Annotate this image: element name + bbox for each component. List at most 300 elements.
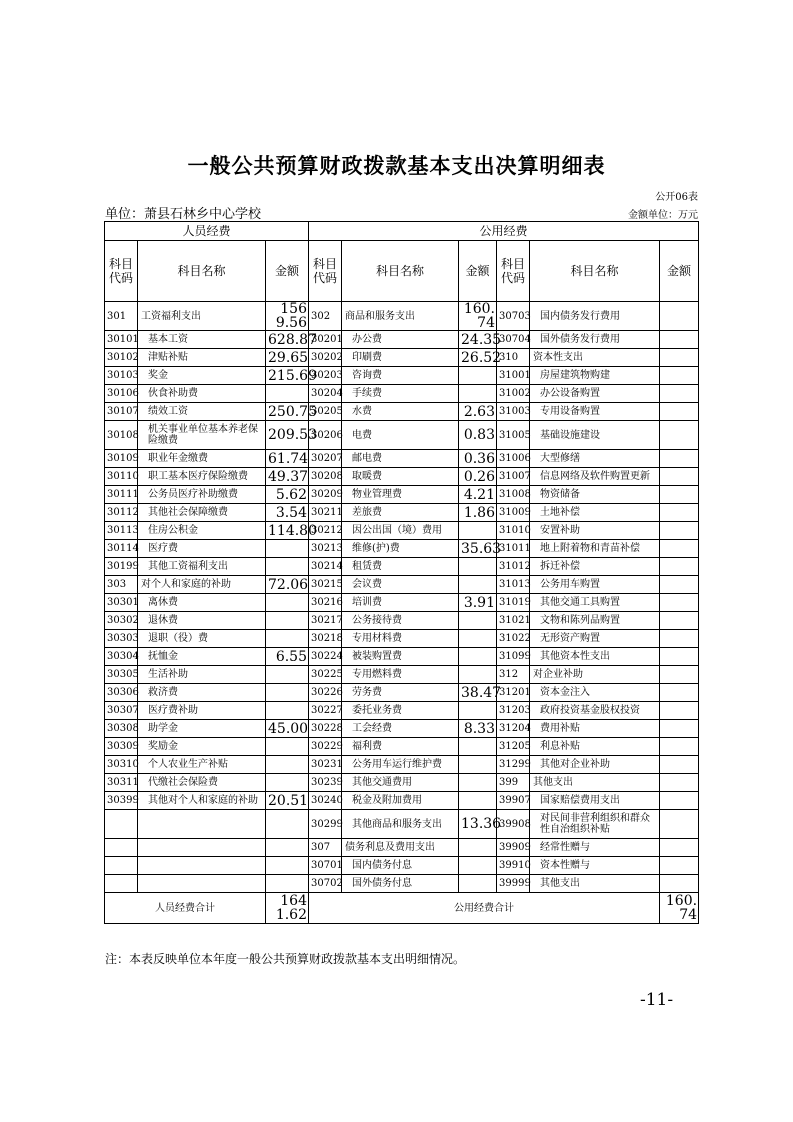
subject-name-cell: 手续费 bbox=[342, 385, 459, 403]
subject-name-cell: 国内债务付息 bbox=[342, 857, 459, 875]
subject-name-cell: 租赁费 bbox=[342, 558, 459, 576]
subject-name-cell: 基本工资 bbox=[138, 331, 266, 349]
amount-cell bbox=[459, 522, 497, 540]
amount-cell: 29.65 bbox=[266, 349, 309, 367]
subject-code-cell: 30213 bbox=[309, 540, 342, 558]
subject-name-cell: 奖励金 bbox=[138, 738, 266, 756]
subject-name-cell: 其他对个人和家庭的补助 bbox=[138, 792, 266, 810]
subject-code-cell: 30310 bbox=[105, 756, 138, 774]
personnel-total-label: 人员经费合计 bbox=[105, 893, 266, 924]
subject-name-cell: 其他社会保障缴费 bbox=[138, 504, 266, 522]
subject-name-cell: 医疗费补助 bbox=[138, 702, 266, 720]
amount-cell bbox=[660, 331, 699, 349]
subject-code-cell: 30309 bbox=[105, 738, 138, 756]
amount-cell bbox=[660, 810, 699, 839]
amount-header: 金额 bbox=[660, 241, 699, 302]
subject-code-cell: 31022 bbox=[497, 630, 530, 648]
subject-name-cell: 经常性赠与 bbox=[530, 839, 660, 857]
subject-code-cell: 30304 bbox=[105, 648, 138, 666]
subject-code-cell: 30308 bbox=[105, 720, 138, 738]
amount-cell: 0.83 bbox=[459, 421, 497, 450]
subject-name-cell: 维修(护)费 bbox=[342, 540, 459, 558]
table-row bbox=[105, 738, 699, 756]
table-row bbox=[105, 666, 699, 684]
subject-name-cell: 房屋建筑物购建 bbox=[530, 367, 660, 385]
name-header: 科目名称 bbox=[530, 241, 660, 302]
table-row bbox=[105, 720, 699, 738]
amount-cell bbox=[660, 450, 699, 468]
table-row bbox=[105, 792, 699, 810]
subject-code-cell: 30240 bbox=[309, 792, 342, 810]
amount-cell bbox=[266, 630, 309, 648]
table-row bbox=[105, 367, 699, 385]
subject-code-cell: 30211 bbox=[309, 504, 342, 522]
subject-name-cell: 委托业务费 bbox=[342, 702, 459, 720]
subject-code-cell: 30113 bbox=[105, 522, 138, 540]
public-group-header: 公用经费 bbox=[309, 222, 699, 241]
subject-code-cell: 30701 bbox=[309, 857, 342, 875]
amount-cell: 72.06 bbox=[266, 576, 309, 594]
public-total-label: 公用经费合计 bbox=[309, 893, 660, 924]
subject-code-cell: 30110 bbox=[105, 468, 138, 486]
subject-code-cell: 30111 bbox=[105, 486, 138, 504]
subject-code-cell: 31019 bbox=[497, 594, 530, 612]
subject-code-cell: 30112 bbox=[105, 504, 138, 522]
subject-name-cell: 其他交通费用 bbox=[342, 774, 459, 792]
code-header: 科目代码 bbox=[105, 241, 138, 302]
subject-code-cell: 30204 bbox=[309, 385, 342, 403]
amount-cell bbox=[266, 612, 309, 630]
amount-cell: 215.69 bbox=[266, 367, 309, 385]
subject-code-cell: 31002 bbox=[497, 385, 530, 403]
table-row bbox=[105, 540, 699, 558]
amount-cell bbox=[459, 756, 497, 774]
amount-cell bbox=[660, 486, 699, 504]
table-row bbox=[105, 594, 699, 612]
subject-name-cell: 公务接待费 bbox=[342, 612, 459, 630]
subject-code-cell: 30229 bbox=[309, 738, 342, 756]
amount-cell bbox=[660, 648, 699, 666]
amount-unit-label: 金额单位：万元 bbox=[628, 210, 698, 221]
table-row bbox=[105, 857, 699, 875]
subject-name-cell: 债务利息及费用支出 bbox=[342, 839, 459, 857]
subject-code-cell: 30311 bbox=[105, 774, 138, 792]
subject-name-cell: 文物和陈列品购置 bbox=[530, 612, 660, 630]
subject-code-cell: 30209 bbox=[309, 486, 342, 504]
subject-code-cell: 30199 bbox=[105, 558, 138, 576]
amount-cell bbox=[266, 594, 309, 612]
amount-cell: 209.53 bbox=[266, 421, 309, 450]
table-row bbox=[105, 756, 699, 774]
amount-cell bbox=[660, 302, 699, 331]
subject-name-cell: 退职（役）费 bbox=[138, 630, 266, 648]
subject-name-cell: 土地补偿 bbox=[530, 504, 660, 522]
subject-code-cell: 31006 bbox=[497, 450, 530, 468]
amount-cell: 45.00 bbox=[266, 720, 309, 738]
amount-cell bbox=[266, 774, 309, 792]
table-row bbox=[105, 839, 699, 857]
subject-code-cell: 30212 bbox=[309, 522, 342, 540]
amount-cell bbox=[459, 839, 497, 857]
subject-code-cell: 31008 bbox=[497, 486, 530, 504]
amount-cell bbox=[660, 594, 699, 612]
amount-cell bbox=[459, 630, 497, 648]
table-row bbox=[105, 576, 699, 594]
table-row bbox=[105, 684, 699, 702]
subject-name-cell: 资本金注入 bbox=[530, 684, 660, 702]
subject-code-cell: 30107 bbox=[105, 403, 138, 421]
subject-code-cell: 31013 bbox=[497, 576, 530, 594]
amount-cell bbox=[660, 349, 699, 367]
subject-code-cell: 39999 bbox=[497, 875, 530, 893]
subject-code-cell: 31005 bbox=[497, 421, 530, 450]
subject-name-cell: 福利费 bbox=[342, 738, 459, 756]
table-row bbox=[105, 504, 699, 522]
amount-cell bbox=[459, 792, 497, 810]
subject-code-cell: 31001 bbox=[497, 367, 530, 385]
subject-name-cell: 资本性赠与 bbox=[530, 857, 660, 875]
subject-name-cell: 国内债务发行费用 bbox=[530, 302, 660, 331]
table-row bbox=[105, 302, 699, 331]
subject-name-cell: 职工基本医疗保险缴费 bbox=[138, 468, 266, 486]
subject-name-cell: 咨询费 bbox=[342, 367, 459, 385]
subject-name-cell: 培训费 bbox=[342, 594, 459, 612]
subject-name-cell bbox=[138, 839, 266, 857]
subject-name-cell: 绩效工资 bbox=[138, 403, 266, 421]
amount-cell bbox=[266, 558, 309, 576]
amount-cell bbox=[660, 875, 699, 893]
amount-cell bbox=[459, 857, 497, 875]
subject-code-cell: 31203 bbox=[497, 702, 530, 720]
subject-name-cell: 国家赔偿费用支出 bbox=[530, 792, 660, 810]
amount-cell: 3.54 bbox=[266, 504, 309, 522]
amount-cell bbox=[459, 774, 497, 792]
subject-name-cell: 物资储备 bbox=[530, 486, 660, 504]
amount-cell bbox=[660, 522, 699, 540]
subject-name-cell: 因公出国（境）费用 bbox=[342, 522, 459, 540]
subject-name-cell: 资本性支出 bbox=[530, 349, 660, 367]
subject-name-cell: 地上附着物和青苗补偿 bbox=[530, 540, 660, 558]
amount-header: 金额 bbox=[459, 241, 497, 302]
subject-name-cell: 对企业补助 bbox=[530, 666, 660, 684]
subject-code-cell: 31003 bbox=[497, 403, 530, 421]
subject-code-cell: 312 bbox=[497, 666, 530, 684]
subject-name-cell: 劳务费 bbox=[342, 684, 459, 702]
table-row bbox=[105, 468, 699, 486]
amount-cell: 4.21 bbox=[459, 486, 497, 504]
amount-cell bbox=[660, 774, 699, 792]
subject-name-cell: 拆迁补偿 bbox=[530, 558, 660, 576]
subject-code-cell: 30703 bbox=[497, 302, 530, 331]
subject-code-cell: 39908 bbox=[497, 810, 530, 839]
subject-code-cell: 310 bbox=[497, 349, 530, 367]
personnel-total-value: 1641.62 bbox=[266, 893, 309, 924]
subject-code-cell: 30302 bbox=[105, 612, 138, 630]
subject-name-cell: 国外债务付息 bbox=[342, 875, 459, 893]
subject-name-cell: 对个人和家庭的补助 bbox=[138, 576, 266, 594]
code-header: 科目代码 bbox=[309, 241, 342, 302]
table-row bbox=[105, 612, 699, 630]
unit-label: 单位：萧县石林乡中心学校 bbox=[105, 207, 262, 222]
subject-code-cell: 30103 bbox=[105, 367, 138, 385]
subject-code-cell: 30399 bbox=[105, 792, 138, 810]
subject-code-cell: 31012 bbox=[497, 558, 530, 576]
subject-name-cell: 国外债务发行费用 bbox=[530, 331, 660, 349]
subject-code-cell: 307 bbox=[309, 839, 342, 857]
subject-code-cell: 30114 bbox=[105, 540, 138, 558]
subject-code-cell: 30214 bbox=[309, 558, 342, 576]
subject-name-cell bbox=[138, 857, 266, 875]
amount-cell bbox=[459, 648, 497, 666]
amount-cell bbox=[660, 576, 699, 594]
subject-code-cell: 31009 bbox=[497, 504, 530, 522]
amount-cell bbox=[266, 756, 309, 774]
amount-cell bbox=[660, 756, 699, 774]
amount-cell: 8.33 bbox=[459, 720, 497, 738]
amount-cell: 49.37 bbox=[266, 468, 309, 486]
amount-cell bbox=[459, 612, 497, 630]
subject-code-cell: 30208 bbox=[309, 468, 342, 486]
amount-cell: 5.62 bbox=[266, 486, 309, 504]
amount-cell bbox=[266, 666, 309, 684]
form-number: 公开06表 bbox=[655, 192, 698, 203]
subject-name-cell: 办公费 bbox=[342, 331, 459, 349]
subject-name-cell: 被装购置费 bbox=[342, 648, 459, 666]
subject-name-cell: 对民间非营利组织和群众性自治组织补贴 bbox=[530, 810, 660, 839]
subject-name-cell: 个人农业生产补贴 bbox=[138, 756, 266, 774]
amount-cell: 250.75 bbox=[266, 403, 309, 421]
amount-cell: 0.36 bbox=[459, 450, 497, 468]
amount-cell: 1569.56 bbox=[266, 302, 309, 331]
subject-code-cell: 30306 bbox=[105, 684, 138, 702]
amount-cell bbox=[459, 666, 497, 684]
amount-cell bbox=[660, 630, 699, 648]
amount-cell bbox=[660, 839, 699, 857]
table-row bbox=[105, 522, 699, 540]
table-row bbox=[105, 810, 699, 839]
subject-name-cell: 公务用车运行维护费 bbox=[342, 756, 459, 774]
subject-name-cell: 其他支出 bbox=[530, 875, 660, 893]
table-row bbox=[105, 385, 699, 403]
subject-code-cell: 39907 bbox=[497, 792, 530, 810]
subject-name-cell: 离休费 bbox=[138, 594, 266, 612]
amount-cell bbox=[266, 540, 309, 558]
table-row bbox=[105, 349, 699, 367]
subject-code-cell: 301 bbox=[105, 302, 138, 331]
subject-name-cell: 税金及附加费用 bbox=[342, 792, 459, 810]
subject-code-cell: 30203 bbox=[309, 367, 342, 385]
subject-code-cell: 30702 bbox=[309, 875, 342, 893]
subject-name-cell: 其他交通工具购置 bbox=[530, 594, 660, 612]
subject-code-cell: 399 bbox=[497, 774, 530, 792]
subject-name-cell: 退休费 bbox=[138, 612, 266, 630]
subject-code-cell bbox=[105, 810, 138, 839]
subject-code-cell: 30102 bbox=[105, 349, 138, 367]
subject-code-cell: 30301 bbox=[105, 594, 138, 612]
subject-code-cell: 39910 bbox=[497, 857, 530, 875]
subject-name-cell: 救济费 bbox=[138, 684, 266, 702]
subject-name-cell: 工资福利支出 bbox=[138, 302, 266, 331]
amount-cell: 0.26 bbox=[459, 468, 497, 486]
subject-name-cell: 物业管理费 bbox=[342, 486, 459, 504]
subject-code-cell: 31205 bbox=[497, 738, 530, 756]
subject-code-cell: 30201 bbox=[309, 331, 342, 349]
amount-cell bbox=[459, 576, 497, 594]
amount-cell bbox=[660, 702, 699, 720]
name-header: 科目名称 bbox=[138, 241, 266, 302]
amount-cell: 160.74 bbox=[459, 302, 497, 331]
subject-name-cell bbox=[138, 810, 266, 839]
subject-name-cell: 机关事业单位基本养老保险缴费 bbox=[138, 421, 266, 450]
amount-cell bbox=[266, 875, 309, 893]
amount-cell bbox=[660, 857, 699, 875]
amount-cell bbox=[266, 839, 309, 857]
subject-name-cell: 其他资本性支出 bbox=[530, 648, 660, 666]
page-number: -11- bbox=[640, 990, 674, 1010]
amount-cell bbox=[660, 738, 699, 756]
amount-cell bbox=[266, 385, 309, 403]
personnel-group-header: 人员经费 bbox=[105, 222, 309, 241]
amount-cell bbox=[660, 684, 699, 702]
subject-name-cell: 取暖费 bbox=[342, 468, 459, 486]
subject-code-cell: 30108 bbox=[105, 421, 138, 450]
subject-name-cell: 抚恤金 bbox=[138, 648, 266, 666]
subject-name-cell: 住房公积金 bbox=[138, 522, 266, 540]
subject-name-cell: 无形资产购置 bbox=[530, 630, 660, 648]
subject-code-cell: 30305 bbox=[105, 666, 138, 684]
subject-name-cell: 医疗费 bbox=[138, 540, 266, 558]
subject-name-cell bbox=[138, 875, 266, 893]
amount-cell: 2.63 bbox=[459, 403, 497, 421]
table-row bbox=[105, 486, 699, 504]
subject-name-cell: 生活补助 bbox=[138, 666, 266, 684]
amount-cell: 628.87 bbox=[266, 331, 309, 349]
subject-code-cell: 30207 bbox=[309, 450, 342, 468]
subject-code-cell bbox=[105, 839, 138, 857]
amount-cell: 1.86 bbox=[459, 504, 497, 522]
table-row bbox=[105, 421, 699, 450]
subject-name-cell: 其他支出 bbox=[530, 774, 660, 792]
amount-cell: 61.74 bbox=[266, 450, 309, 468]
code-header: 科目代码 bbox=[497, 241, 530, 302]
amount-cell bbox=[266, 810, 309, 839]
subject-code-cell: 30307 bbox=[105, 702, 138, 720]
subject-code-cell: 31201 bbox=[497, 684, 530, 702]
amount-cell bbox=[660, 540, 699, 558]
subject-code-cell bbox=[105, 857, 138, 875]
subject-name-cell: 商品和服务支出 bbox=[342, 302, 459, 331]
subject-name-cell: 安置补助 bbox=[530, 522, 660, 540]
table-row bbox=[105, 630, 699, 648]
subject-name-cell: 其他工资福利支出 bbox=[138, 558, 266, 576]
subject-name-cell: 助学金 bbox=[138, 720, 266, 738]
subject-name-cell: 代缴社会保险费 bbox=[138, 774, 266, 792]
amount-cell bbox=[459, 875, 497, 893]
table-row bbox=[105, 648, 699, 666]
subject-name-cell: 利息补贴 bbox=[530, 738, 660, 756]
subject-code-cell: 30231 bbox=[309, 756, 342, 774]
amount-cell: 24.35 bbox=[459, 331, 497, 349]
footnote: 注：本表反映单位本年度一般公共预算财政拨款基本支出明细情况。 bbox=[105, 952, 466, 966]
amount-cell bbox=[459, 558, 497, 576]
subject-code-cell: 30109 bbox=[105, 450, 138, 468]
amount-cell: 38.47 bbox=[459, 684, 497, 702]
subject-code-cell: 30299 bbox=[309, 810, 342, 839]
subject-name-cell: 邮电费 bbox=[342, 450, 459, 468]
subject-name-cell: 费用补贴 bbox=[530, 720, 660, 738]
amount-cell: 3.91 bbox=[459, 594, 497, 612]
table-row bbox=[105, 774, 699, 792]
subject-code-cell: 303 bbox=[105, 576, 138, 594]
subject-code-cell: 30101 bbox=[105, 331, 138, 349]
subject-name-cell: 办公设备购置 bbox=[530, 385, 660, 403]
subject-name-cell: 津贴补贴 bbox=[138, 349, 266, 367]
subject-code-cell: 30217 bbox=[309, 612, 342, 630]
amount-cell: 114.80 bbox=[266, 522, 309, 540]
amount-cell: 13.36 bbox=[459, 810, 497, 839]
amount-cell bbox=[266, 684, 309, 702]
subject-code-cell: 30239 bbox=[309, 774, 342, 792]
amount-cell bbox=[660, 504, 699, 522]
subject-name-cell: 水费 bbox=[342, 403, 459, 421]
subject-code-cell: 30215 bbox=[309, 576, 342, 594]
subject-name-cell: 专用设备购置 bbox=[530, 403, 660, 421]
amount-cell bbox=[266, 702, 309, 720]
subject-name-cell: 公务用车购置 bbox=[530, 576, 660, 594]
amount-cell bbox=[660, 558, 699, 576]
amount-cell bbox=[660, 612, 699, 630]
subject-code-cell: 31204 bbox=[497, 720, 530, 738]
subject-code-cell: 31011 bbox=[497, 540, 530, 558]
subject-name-cell: 职业年金缴费 bbox=[138, 450, 266, 468]
page-title: 一般公共预算财政拨款基本支出决算明细表 bbox=[187, 154, 606, 178]
subject-name-cell: 电费 bbox=[342, 421, 459, 450]
subject-code-cell: 30226 bbox=[309, 684, 342, 702]
subject-name-cell: 信息网络及软件购置更新 bbox=[530, 468, 660, 486]
subject-name-cell: 印刷费 bbox=[342, 349, 459, 367]
subject-code-cell: 30205 bbox=[309, 403, 342, 421]
subject-name-cell: 专用燃料费 bbox=[342, 666, 459, 684]
amount-cell: 6.55 bbox=[266, 648, 309, 666]
subject-code-cell: 30106 bbox=[105, 385, 138, 403]
amount-cell bbox=[660, 792, 699, 810]
subject-name-cell: 大型修缮 bbox=[530, 450, 660, 468]
table-row bbox=[105, 558, 699, 576]
subject-code-cell: 30206 bbox=[309, 421, 342, 450]
amount-cell bbox=[660, 468, 699, 486]
amount-cell: 20.51 bbox=[266, 792, 309, 810]
amount-cell bbox=[266, 857, 309, 875]
subject-code-cell: 30216 bbox=[309, 594, 342, 612]
subject-code-cell: 30704 bbox=[497, 331, 530, 349]
subject-name-cell: 其他对企业补助 bbox=[530, 756, 660, 774]
subject-code-cell: 31021 bbox=[497, 612, 530, 630]
subject-code-cell: 39909 bbox=[497, 839, 530, 857]
subject-name-cell: 公务员医疗补助缴费 bbox=[138, 486, 266, 504]
table-row bbox=[105, 450, 699, 468]
subject-code-cell bbox=[105, 875, 138, 893]
amount-cell bbox=[459, 738, 497, 756]
subject-name-cell: 基础设施建设 bbox=[530, 421, 660, 450]
subject-code-cell: 30202 bbox=[309, 349, 342, 367]
subject-code-cell: 30303 bbox=[105, 630, 138, 648]
subject-name-cell: 专用材料费 bbox=[342, 630, 459, 648]
amount-cell bbox=[660, 367, 699, 385]
amount-cell bbox=[459, 385, 497, 403]
amount-cell bbox=[660, 720, 699, 738]
amount-cell bbox=[459, 702, 497, 720]
subject-code-cell: 302 bbox=[309, 302, 342, 331]
